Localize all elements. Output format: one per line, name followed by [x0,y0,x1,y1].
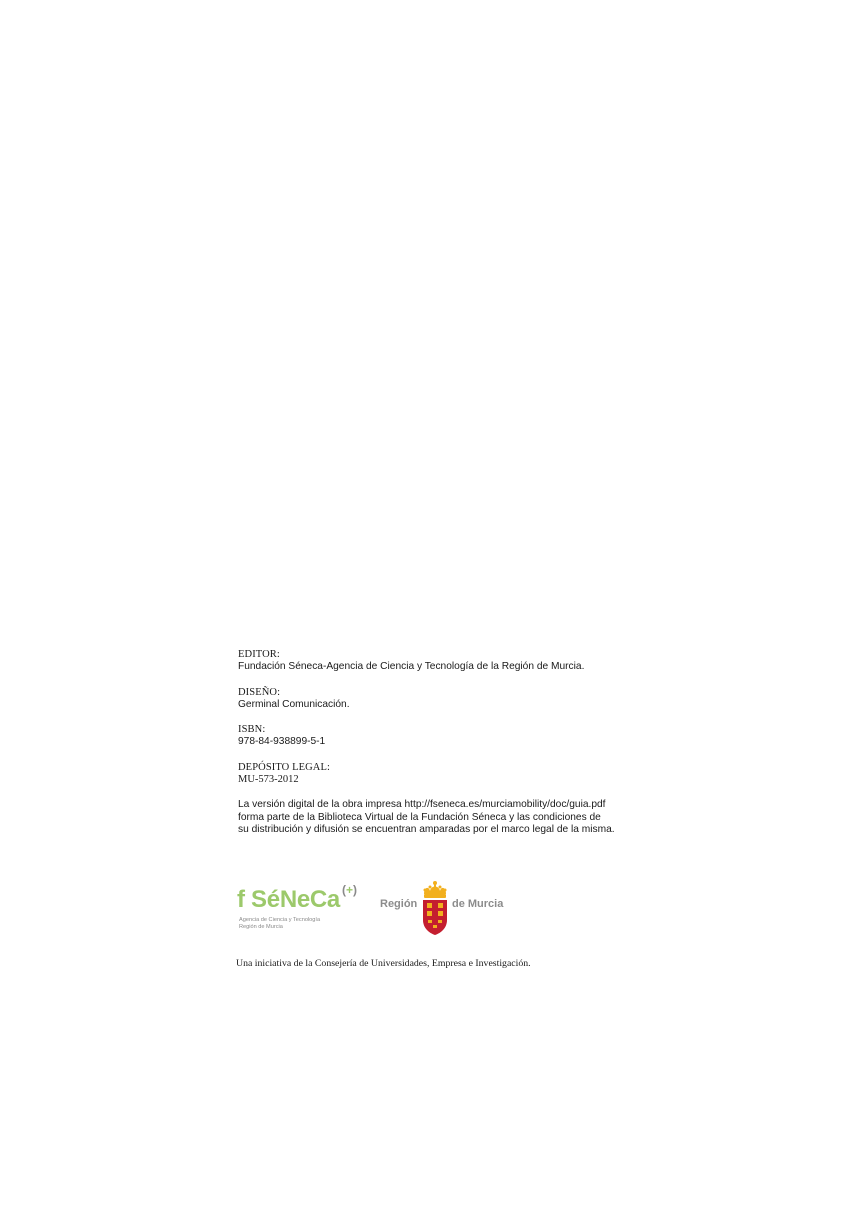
crown-icon [424,881,447,898]
seneca-plus-mark: (+) [342,883,358,897]
credits-block [238,649,658,837]
design-value: Germinal Comunicación. [238,698,350,710]
murcia-coat-of-arms-icon [420,880,450,936]
legal-deposit-label: DEPÓSITO LEGAL: [238,761,331,773]
isbn-label: ISBN: [238,724,266,735]
seneca-subtitle-line: Región de Murcia [239,923,283,930]
legal-notice [238,799,658,837]
legal-notice-line: La versión digital de la obra impresa http://fseneca.es/murciamobility/doc/guia.pdf [238,799,606,810]
initiative-statement: Una iniciativa de la Consejería de Universidades, Empresa e Investigación. [236,958,531,969]
legal-notice-line: su distribución y difusión se encuentran amparadas por el marco legal de la misma. [238,824,615,836]
editor-section [238,649,658,674]
region-de-murcia-logo [380,880,520,938]
murcia-left-text: Región [380,898,418,910]
seneca-wordmark: f SéNeCa [237,886,340,913]
design-label: DISEÑO: [238,686,281,698]
editor-label: EDITOR: [238,649,280,660]
legal-notice-line: forma parte de la Biblioteca Virtual de la Fundación Séneca y las condiciones de [238,811,601,823]
fundacion-seneca-logo [237,883,372,938]
legal-deposit-section [238,762,658,787]
isbn-value: 978-84-938899-5-1 [238,736,326,747]
seneca-subtitle [239,917,320,930]
legal-deposit-value: MU-573-2012 [238,773,299,785]
plus-icon: + [346,883,354,897]
isbn-section [238,724,658,749]
seneca-subtitle-line: Agencia de Ciencia y Tecnología [239,917,321,923]
design-section [238,687,658,712]
editor-value: Fundación Séneca-Agencia de Ciencia y Tecnología de la Región de Murcia. [238,661,585,672]
logos-row [237,880,537,940]
murcia-right-text: de Murcia [452,898,504,910]
